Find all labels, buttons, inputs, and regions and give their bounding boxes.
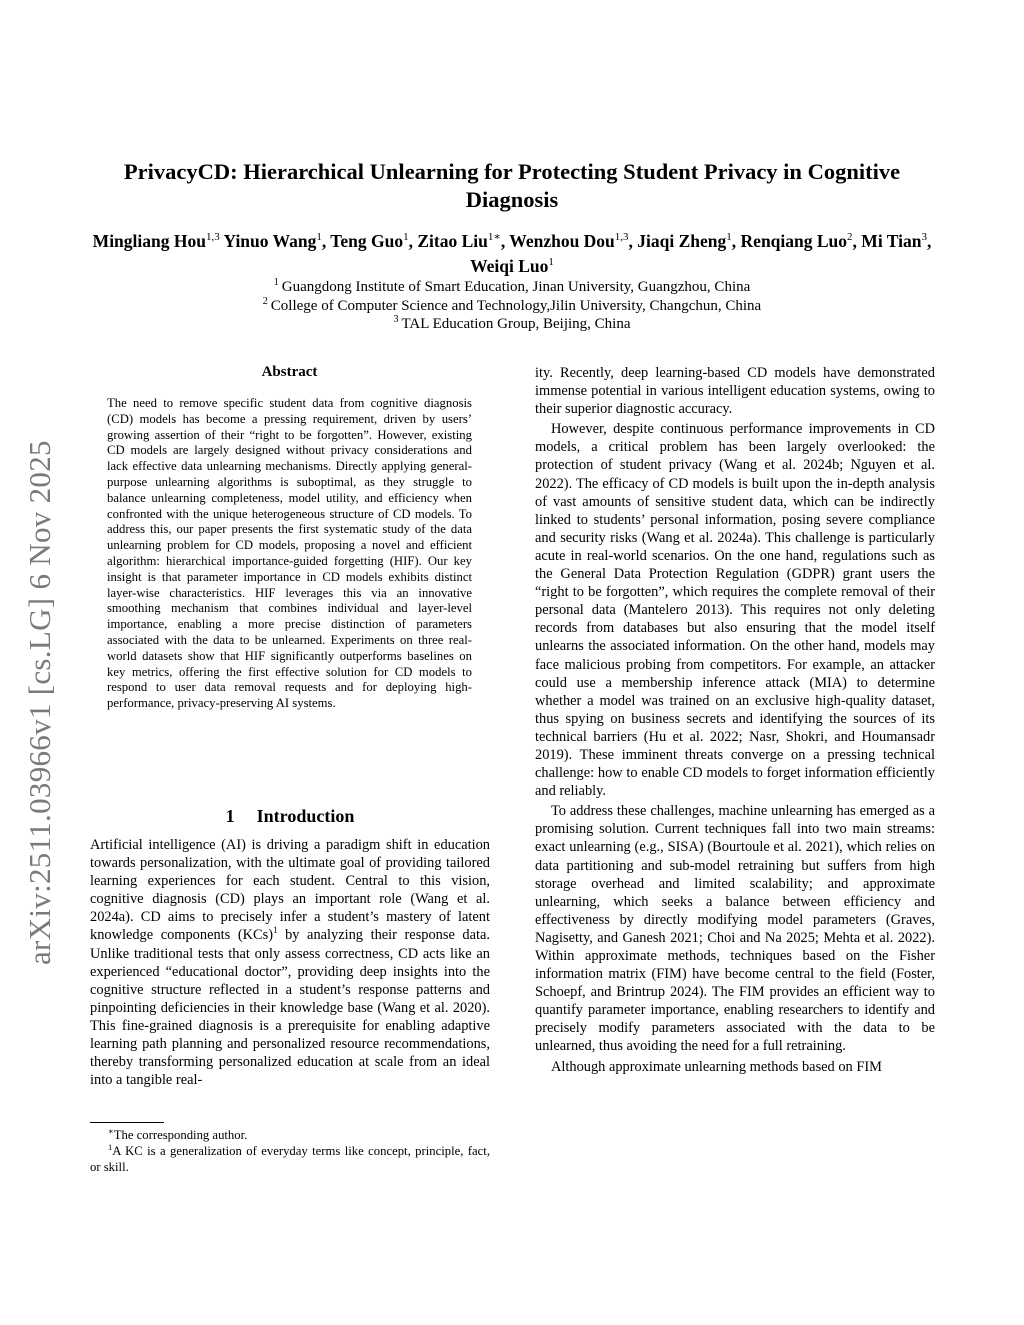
author: Wenzhou Dou$^{1,3}$, <box>509 231 638 251</box>
right-column <box>535 364 935 1078</box>
affiliation: $^3$ TAL Education Group, Beijing, China <box>393 314 631 332</box>
author: Mi Tian$^3$, <box>861 231 932 251</box>
section-heading <box>90 806 490 827</box>
intro-paragraph: Artificial intelligence (AI) is driving a paradigm shift in education towards personalization, with the ultimate goal of providing tailored learning experiences for each student. Central to this vision, cognitive diagnosis (CD) plays an important role (Wang et al. 2024a). CD aims to precisely infer a student’s mastery of latent knowledge components (KCs)$^1$ by analyzing their response data. Unlike traditional tests that only assess correctness, CD acts like an experienced “educational doctor”, providing deep insights into the cognitive structure reflected in a student’s response patterns and pinpointing deficiencies in their knowledge base (Wang et al. 2020). This fine-grained diagnosis is a prerequisite for enabling adaptive learning path planning and personalized resource recommendations, thereby transforming personalized education at scale from an ideal into a tangible real- <box>90 837 491 1089</box>
footnote-ref: 1 <box>273 925 278 936</box>
section-number: 1 <box>225 806 235 826</box>
footnote: ∗The corresponding author. <box>108 1126 248 1142</box>
body-paragraph: ity. Recently, deep learning-based CD models have demonstrated immense potential in various intelligent education systems, owing to their superior diagnostic accuracy. <box>535 365 935 418</box>
affiliation: $^1$ Guangdong Institute of Smart Education, Jinan University, Guangzhou, China <box>273 277 751 295</box>
section-title-text: Introduction <box>256 806 355 826</box>
arxiv-identifier: arXiv:2511.03966v1 [cs.LG] 6 Nov 2025 <box>22 440 57 965</box>
body-paragraph: However, despite continuous performance improvements in CD models, a critical problem has been largely overlooked: the protection of student privacy (Wang et al. 2024b; Nguyen et al. 2022). The efficacy of CD models is built upon the in-depth analysis of vast amounts of sensitive student data, which can be indirectly linked to students’ personal information, posing severe compliance and security risks (Wang et al. 2024a). This challenge is particularly acute in real-world scenarios. On the one hand, regulations such as the General Data Protection Regulation (GDPR) grant users the “right to be forgotten”, which requires the complete removal of their personal data (Mantelero 2013). This requires not only deleting records from databases but also ensuring that the model itself unlearns the associated information. On the other hand, models may face malicious probing from competitors. For example, an attacker could use a membership inference attack (MIA) to determine whether a model was trained on an exclusive high-quality dataset, thus spying on business secrets and identifying the sources of its technical barriers (Hu et al. 2022; Nasr, Shokri, and Houmansadr 2019). These imminent threats converge on a pressing technical challenge: how to enable CD models to forget information efficiently and reliably. <box>535 421 935 800</box>
author: Zitao Liu$^{1∗}$, <box>417 231 510 251</box>
author: Renqiang Luo$^2$, <box>740 231 862 251</box>
author: Teng Guo$^1$, <box>330 231 418 251</box>
author: Yinuo Wang$^1$, <box>223 231 331 251</box>
paper-title: PrivacyCD: Hierarchical Unlearning for Protecting Student Privacy in Cognitive Diagnosis <box>123 159 901 212</box>
affiliation-list <box>80 278 944 334</box>
body-paragraph: Although approximate unlearning methods based on FIM <box>551 1058 882 1075</box>
abstract-text: The need to remove specific student data from cognitive diagnosis (CD) models has become a pressing requirement, driven by users’ growing assertion of their “right to be forgotten”. However, existing CD models are largely designed without privacy considerations and lack effective data unlearning mechanisms. Directly applying general-purpose unlearning algorithms is suboptimal, as they struggle to balance unlearning completeness, model utility, and efficiency when confronted with the unique heterogeneous structure of CD models. To address this, our paper presents the first systematic study of the data unlearning problem for CD models, proposing a novel and efficient algorithm: hierarchical importance-guided forgetting (HIF). Our key insight is that parameter importance in CD models exhibits distinct layer-wise characteristics. HIF leverages this via an innovative smoothing mechanism that combines individual and layer-level importance, enabling a more precise distinction of parameters associated with the data to be unlearned. Experiments on three real-world datasets show that HIF significantly outperforms baselines on key metrics, offering the first effective solution for CD models to respond to user data removal requests and for deploying high-performance, privacy-preserving AI systems. <box>107 396 472 711</box>
author: Weiqi Luo$^1$ <box>470 256 554 276</box>
affiliation: $^2$ College of Computer Science and Technology,Jilin University, Changchun, China <box>262 295 762 314</box>
author-list <box>80 229 944 279</box>
author: Mingliang Hou$^{1,3}$ <box>92 231 220 251</box>
footnotes <box>90 1127 490 1176</box>
body-paragraph: To address these challenges, machine unlearning has emerged as a promising solution. Current techniques fall into two main streams: exact unlearning (e.g., SISA) (Bourtoule et al. 2021), which relies on data partitioning and sub-model retraining but suffers from high storage overhead and limited scalability; and approximate unlearning, which seeks a balance between efficiency and effectiveness by directly modifying model parameters (Graves, Nagisetty, and Ganesh 2021; Choi and Na 2025; Mehta et al. 2022). Within approximate methods, techniques based on the Fisher information matrix (FIM) have become central to the field (Foster, Schoepf, and Brintrup 2024). The FIM provides an efficient way to quantify parameter importance, enabling researchers to identify and precisely modify parameters associated with the data to be unlearned, thus avoiding the need for a full retraining. <box>535 803 935 1055</box>
abstract-heading: Abstract <box>261 364 318 380</box>
author: Jiaqi Zheng$^1$, <box>637 231 741 251</box>
footnote: $^1$A KC is a generalization of everyday terms like concept, principle, fact, or skill. <box>90 1142 490 1175</box>
footnote-divider <box>90 1122 164 1123</box>
